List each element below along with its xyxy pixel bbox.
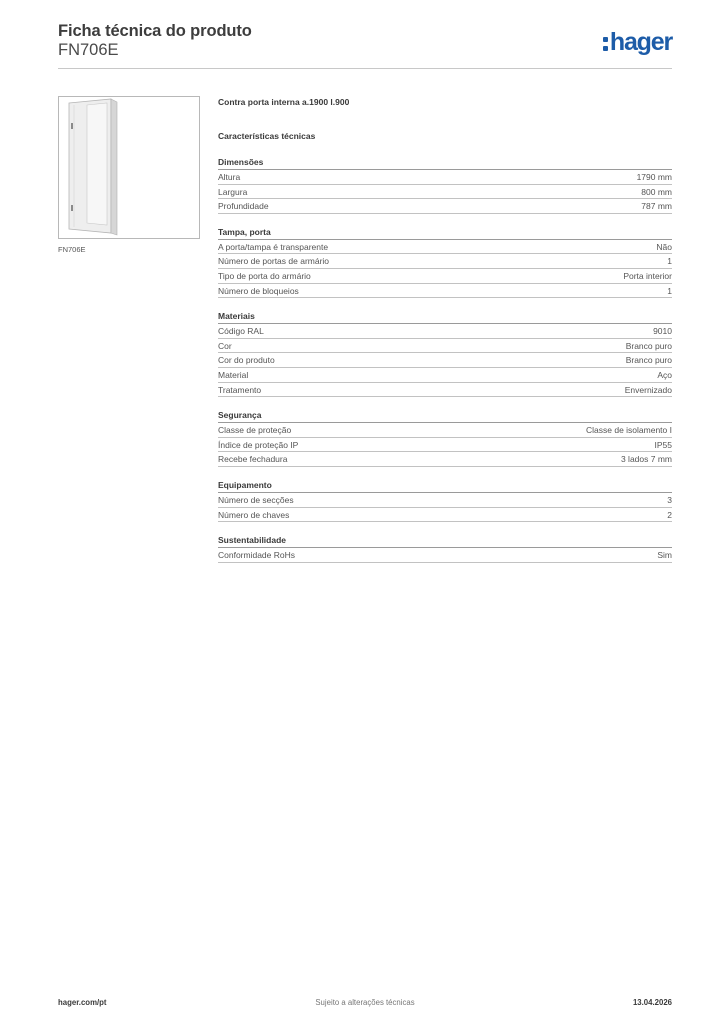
spec-label: A porta/tampa é transparente [218, 241, 329, 252]
spec-row [218, 324, 672, 339]
spec-value: Aço [657, 369, 672, 380]
cabinet-door-drawing [59, 97, 199, 238]
spec-label: Tipo de porta do armário [218, 270, 311, 281]
spec-label: Altura [218, 172, 241, 182]
spec-group [218, 311, 672, 397]
spec-label: Cor [218, 340, 232, 351]
image-caption: FN706E [58, 245, 86, 254]
spec-value: 3 lados 7 mm [620, 454, 672, 465]
spec-value: Envernizado [624, 384, 672, 395]
spec-value: 1 [667, 256, 672, 267]
spec-label: Número de bloqueios [218, 285, 299, 296]
spec-row [218, 353, 672, 368]
spec-row [218, 284, 672, 299]
product-description: Contra porta interna a.1900 l.900 [218, 97, 350, 107]
spec-group-title: Materiais [218, 311, 672, 324]
spec-group-title: Sustentabilidade [218, 535, 672, 548]
spec-value: Classe de isolamento I [586, 425, 672, 436]
product-code: FN706E [58, 41, 119, 59]
spec-value: 787 mm [641, 201, 672, 212]
spec-value: IP55 [654, 439, 672, 450]
spec-group-title: Equipamento [218, 480, 672, 493]
spec-group-title: Segurança [218, 410, 672, 423]
spec-row [218, 240, 672, 255]
logo-dots-icon [603, 37, 608, 51]
spec-group [218, 227, 672, 298]
spec-row [218, 254, 672, 269]
spec-value: 1790 mm [636, 172, 672, 182]
spec-value: 9010 [653, 326, 672, 337]
spec-value: 2 [667, 509, 672, 520]
document-title: Ficha técnica do produto [58, 22, 252, 40]
spec-groups [218, 157, 672, 563]
spec-label: Material [218, 369, 249, 380]
footer-date: 13.04.2026 [632, 998, 672, 1007]
spec-row [218, 438, 672, 453]
spec-content [218, 97, 672, 563]
spec-row [218, 548, 672, 563]
spec-label: Classe de proteção [218, 425, 292, 436]
spec-group [218, 480, 672, 522]
spec-value: 800 mm [641, 186, 672, 197]
spec-label: Largura [218, 186, 248, 197]
spec-value: Branco puro [625, 355, 672, 366]
spec-row [218, 199, 672, 214]
footer-website: hager.com/pt [58, 998, 107, 1007]
spec-label: Número de portas de armário [218, 256, 330, 267]
spec-row [218, 368, 672, 383]
spec-group-title: Dimensões [218, 157, 672, 170]
spec-group [218, 535, 672, 563]
spec-value: 3 [667, 494, 672, 505]
spec-value: Sim [657, 550, 672, 561]
logo-wordmark: hager [609, 27, 672, 56]
spec-label: Tratamento [218, 384, 262, 395]
spec-row [218, 423, 672, 438]
page-header [58, 22, 672, 69]
spec-row [218, 339, 672, 354]
spec-label: Número de chaves [218, 509, 290, 520]
cabinet-door-image [58, 96, 200, 239]
spec-label: Profundidade [218, 201, 269, 212]
spec-row [218, 269, 672, 284]
spec-row [218, 508, 672, 523]
spec-row [218, 452, 672, 467]
spec-label: Índice de proteção IP [218, 439, 299, 450]
spec-label: Cor do produto [218, 355, 275, 366]
spec-label: Conformidade RoHs [218, 550, 296, 561]
spec-value: Branco puro [625, 340, 672, 351]
spec-row [218, 170, 672, 185]
spec-row [218, 493, 672, 508]
spec-group-title: Tampa, porta [218, 227, 672, 240]
spec-row [218, 185, 672, 200]
spec-value: Não [656, 241, 672, 252]
spec-value: Porta interior [623, 270, 672, 281]
spec-group [218, 410, 672, 467]
page-footer [58, 998, 672, 1010]
spec-label: Recebe fechadura [218, 454, 288, 465]
spec-group [218, 157, 672, 214]
spec-value: 1 [667, 285, 672, 296]
footer-notice: Sujeito a alterações técnicas [315, 998, 415, 1007]
spec-label: Código RAL [218, 326, 264, 337]
spec-label: Número de secções [218, 494, 294, 505]
spec-row [218, 383, 672, 398]
hager-logo [603, 28, 672, 56]
section-title: Características técnicas [218, 131, 316, 141]
